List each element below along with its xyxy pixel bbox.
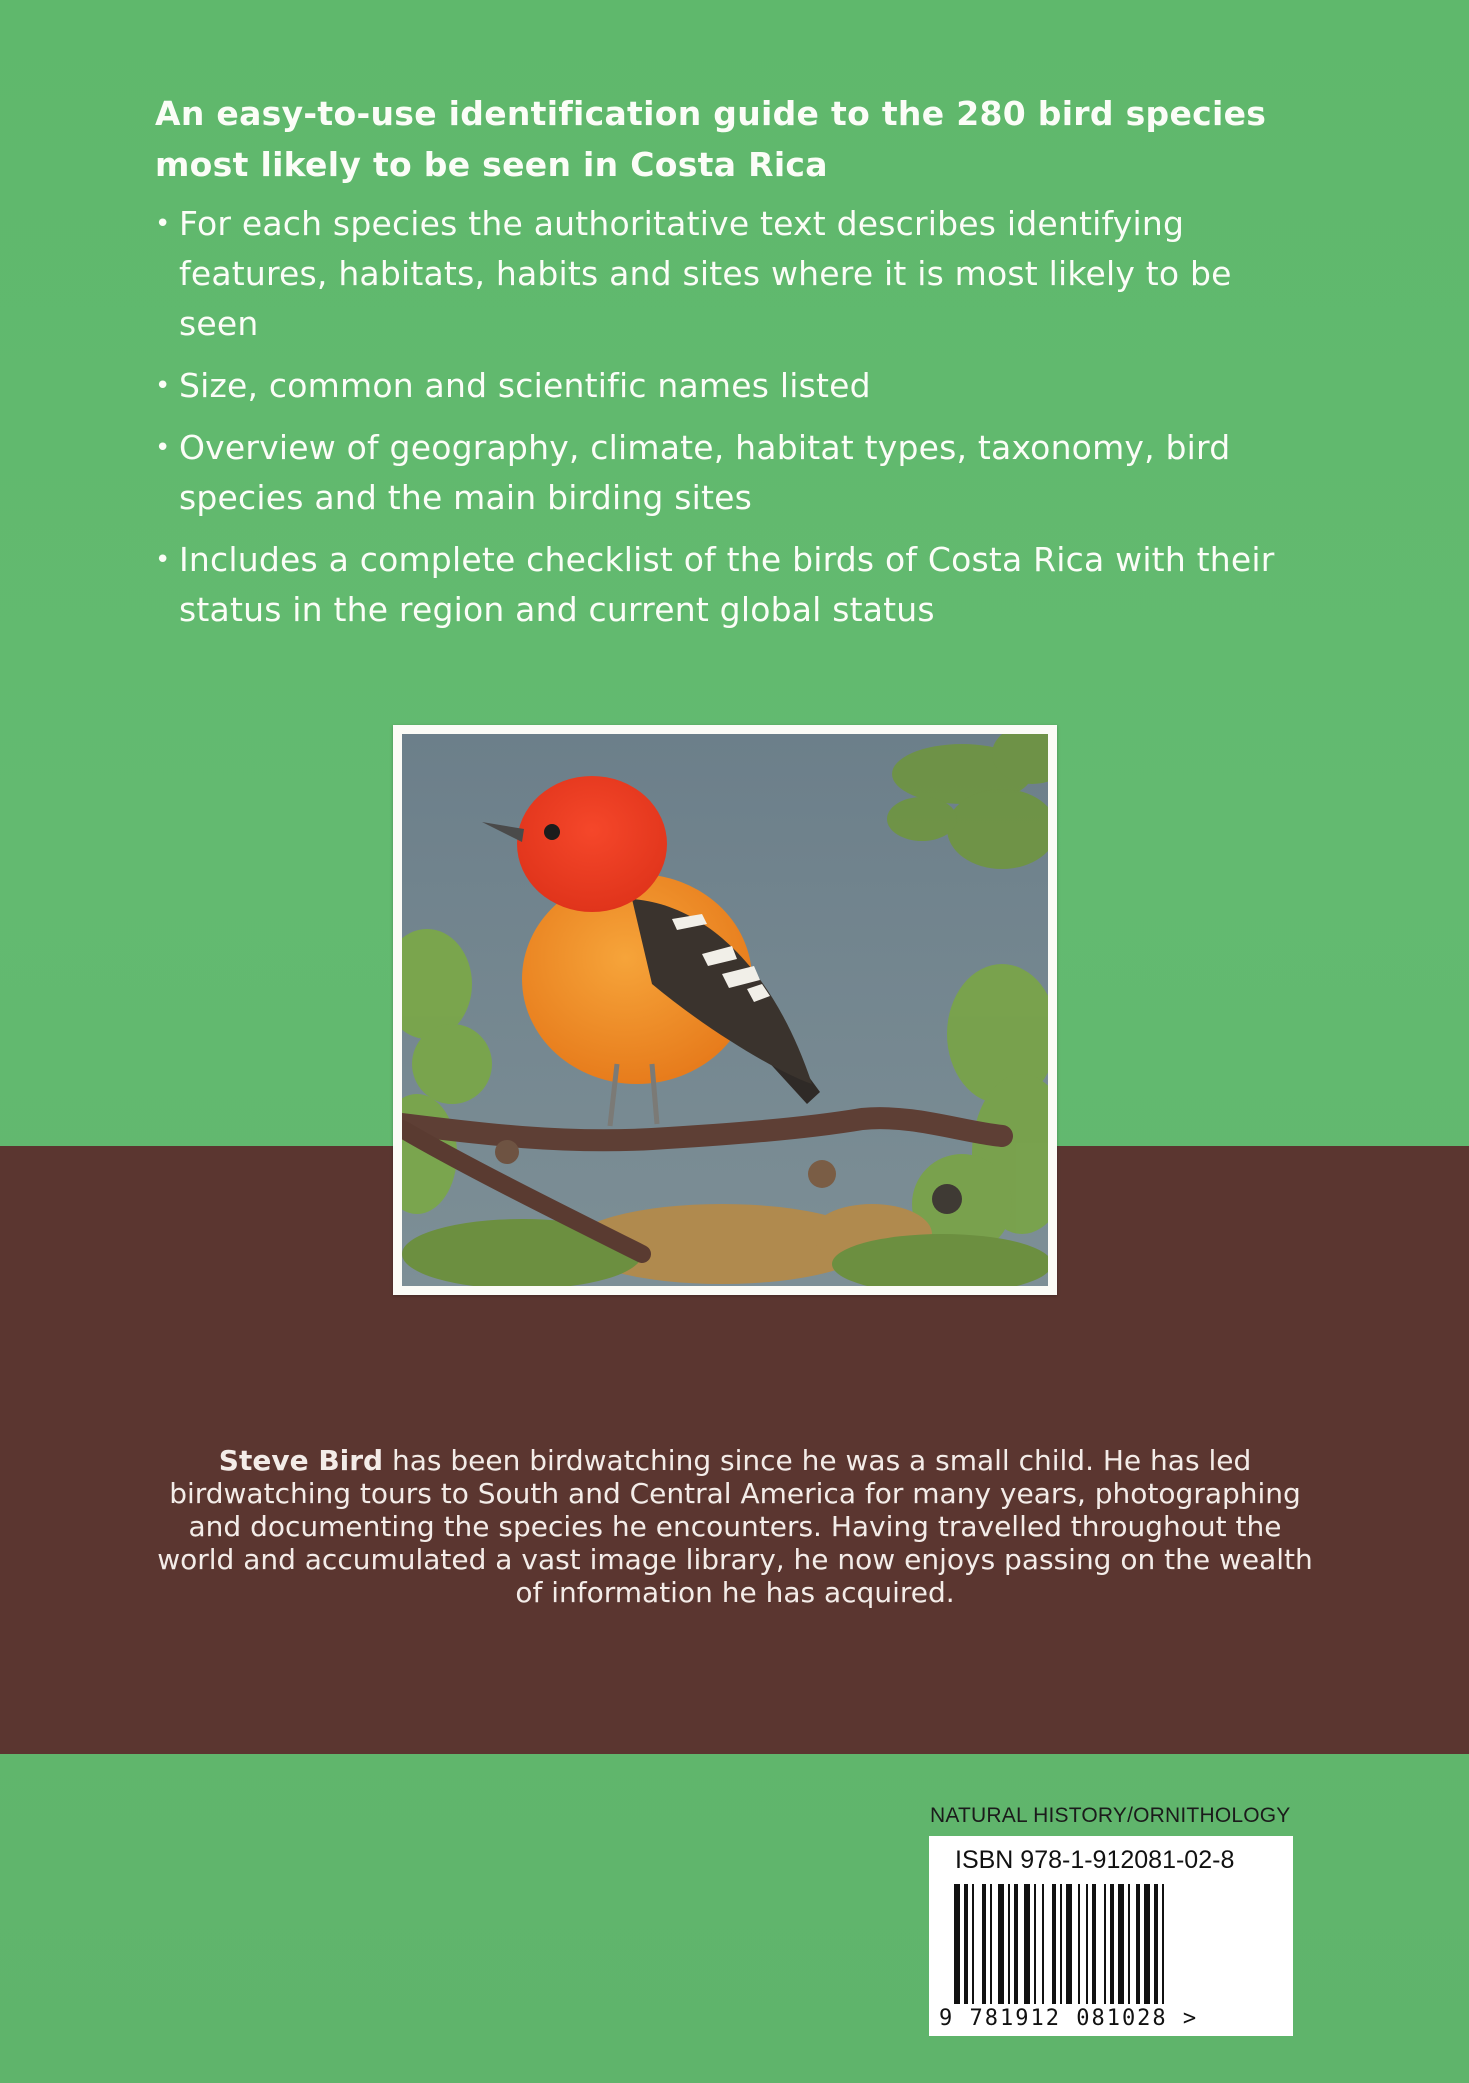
headline: An easy-to-use identification guide to the 280 bird species most likely to be seen in Costa Rica (155, 94, 1267, 184)
bullet-text: For each species the authoritative text describes identifying features, habitats, habits and sites where it is most likely to be seen (179, 204, 1232, 343)
barcode-digits: 9 781912 081028 > (939, 2006, 1199, 2031)
list-item (155, 423, 1305, 523)
bullet-icon: • (155, 545, 171, 575)
bullet-icon: • (155, 433, 171, 463)
list-item (155, 535, 1305, 635)
bird-photo-frame (393, 725, 1057, 1295)
bullet-text: Overview of geography, climate, habitat types, taxonomy, bird species and the main birding sites (179, 428, 1231, 517)
author-bio (150, 1444, 1320, 1609)
feature-list (155, 199, 1305, 635)
author-name: Steve Bird (218, 1444, 384, 1477)
list-item (155, 199, 1305, 349)
isbn-number: ISBN 978-1-912081-02-8 (955, 1846, 1235, 1874)
author-bio-text: has been birdwatching since he was a small child. He has led birdwatching tours to South and Central America for many years, photographing and documenting the species he encounters. Having travelled throughout the world and accumulated a vast image library, he now enjoys passing on the wealth of information he has acquired. (157, 1444, 1313, 1609)
cover-blurb (155, 88, 1305, 647)
subject-category: NATURAL HISTORY/ORNITHOLOGY (930, 1804, 1291, 1827)
bullet-icon: • (155, 209, 171, 239)
tanager-photo (402, 734, 1048, 1286)
barcode-icon (954, 1884, 1268, 2004)
bullet-icon: • (155, 371, 171, 401)
list-item (155, 361, 1305, 411)
isbn-barcode (929, 1836, 1293, 2036)
bullet-text: Size, common and scientific names listed (179, 366, 871, 405)
bullet-text: Includes a complete checklist of the birds of Costa Rica with their status in the region and current global status (179, 540, 1275, 629)
